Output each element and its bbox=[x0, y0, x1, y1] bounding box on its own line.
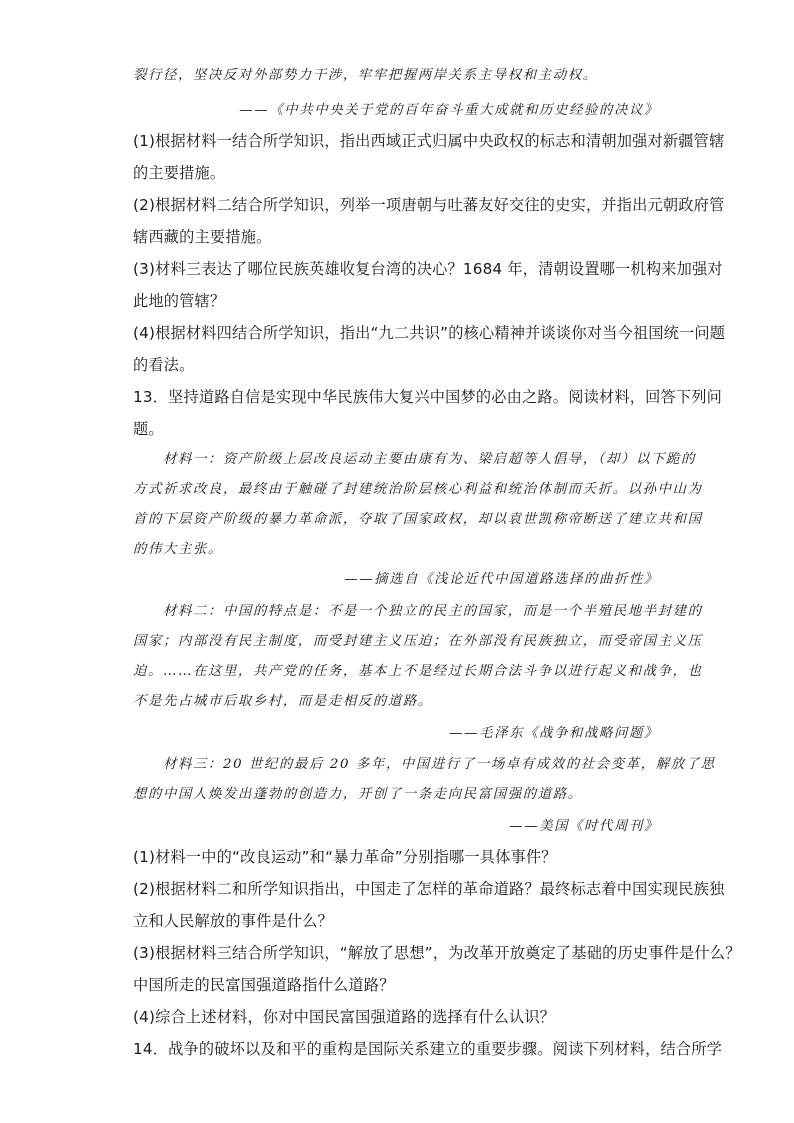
question-13-1: (1)材料一中的“改良运动”和“暴力革命”分别指哪一具体事件？ bbox=[133, 848, 557, 866]
question-13-3-cont: 中国所走的民富国强道路指什么道路？ bbox=[133, 976, 395, 994]
material-one-line-4: 的伟大主张。 bbox=[133, 542, 223, 557]
question-14-stem: 14．战争的破坏以及和平的重构是国际关系建立的重要步骤。阅读下列材料，结合所学 bbox=[133, 1040, 723, 1058]
material-four-closing-line: 裂行径，坚决反对外部势力干涉，牢牢把握两岸关系主导权和主动权。 bbox=[133, 68, 598, 83]
question-12-1: (1)根据材料一结合所学知识，指出西域正式归属中央政权的标志和清朝加强对新疆管辖 bbox=[133, 132, 725, 150]
question-12-1-cont: 的主要措施。 bbox=[133, 164, 226, 182]
question-13-4: (4)综合上述材料，你对中国民富国强道路的选择有什么认识？ bbox=[133, 1008, 556, 1026]
question-12-3: (3)材料三表达了哪位民族英雄收复台湾的决心？1684 年，清朝设置哪一机构来加强对 bbox=[133, 260, 723, 278]
material-two-line-3: 迫。……在这里，共产党的任务，基本上不是经过长期合法斗争以进行起义和战争，也 bbox=[133, 664, 703, 679]
question-13-3: (3)根据材料三结合所学知识，“解放了思想”，为改革开放奠定了基础的历史事件是什么？ bbox=[133, 944, 741, 962]
question-13-2-cont: 立和人民解放的事件是什么？ bbox=[133, 912, 334, 930]
question-12-2-cont: 辖西藏的主要措施。 bbox=[133, 228, 272, 246]
question-12-3-cont: 此地的管辖？ bbox=[133, 292, 226, 310]
material-two-line-1: 材料二：中国的特点是：不是一个独立的民主的国家，而是一个半殖民地半封建的 bbox=[163, 604, 703, 619]
question-13-2: (2)根据材料二和所学知识指出，中国走了怎样的革命道路？最终标志着中国实现民族独 bbox=[133, 880, 725, 898]
material-two-source: ——毛泽东《战争和战略问题》 bbox=[449, 726, 659, 741]
question-12-4: (4)根据材料四结合所学知识，指出“九二共识”的核心精神并谈谈你对当今祖国统一问题 bbox=[133, 324, 726, 342]
material-three-line-2: 想的中国人焕发出蓬勃的创造力，开创了一条走向民富国强的道路。 bbox=[133, 787, 583, 802]
material-one-line-1: 材料一：资产阶级上层改良运动主要由康有为、梁启超等人倡导，（却）以下跪的 bbox=[163, 452, 696, 467]
material-one-source: ——摘选自《浅论近代中国道路选择的曲折性》 bbox=[344, 572, 659, 587]
question-13-stem: 13．坚持道路自信是实现中华民族伟大复兴中国梦的必由之路。阅读材料，回答下列问 bbox=[133, 388, 723, 406]
material-one-line-2: 方式祈求改良，最终由于触碰了封建统治阶层核心利益和统治体制而夭折。以孙中山为 bbox=[133, 482, 703, 497]
material-three-source: ——美国《时代周刊》 bbox=[509, 819, 659, 834]
material-three-line-1: 材料三：20 世纪的最后 20 多年，中国进行了一场卓有成效的社会变革，解放了思 bbox=[163, 757, 716, 772]
question-12-4-cont: 的看法。 bbox=[133, 356, 195, 374]
material-one-line-3: 首的下层资产阶级的暴力革命派，夺取了国家政权，却以袁世凯称帝断送了建立共和国 bbox=[133, 512, 703, 527]
question-12-2: (2)根据材料二结合所学知识，列举一项唐朝与吐蕃友好交往的史实，并指出元朝政府管 bbox=[133, 196, 725, 214]
question-13-stem-cont: 题。 bbox=[133, 420, 164, 438]
source-attribution: ——《中共中央关于党的百年奋斗重大成就和历史经验的决议》 bbox=[239, 103, 659, 118]
material-two-line-4: 不是先占城市后取乡村，而是走相反的道路。 bbox=[133, 694, 433, 709]
material-two-line-2: 国家；内部没有民主制度，而受封建主义压迫；在外部没有民族独立，而受帝国主义压 bbox=[133, 634, 703, 649]
